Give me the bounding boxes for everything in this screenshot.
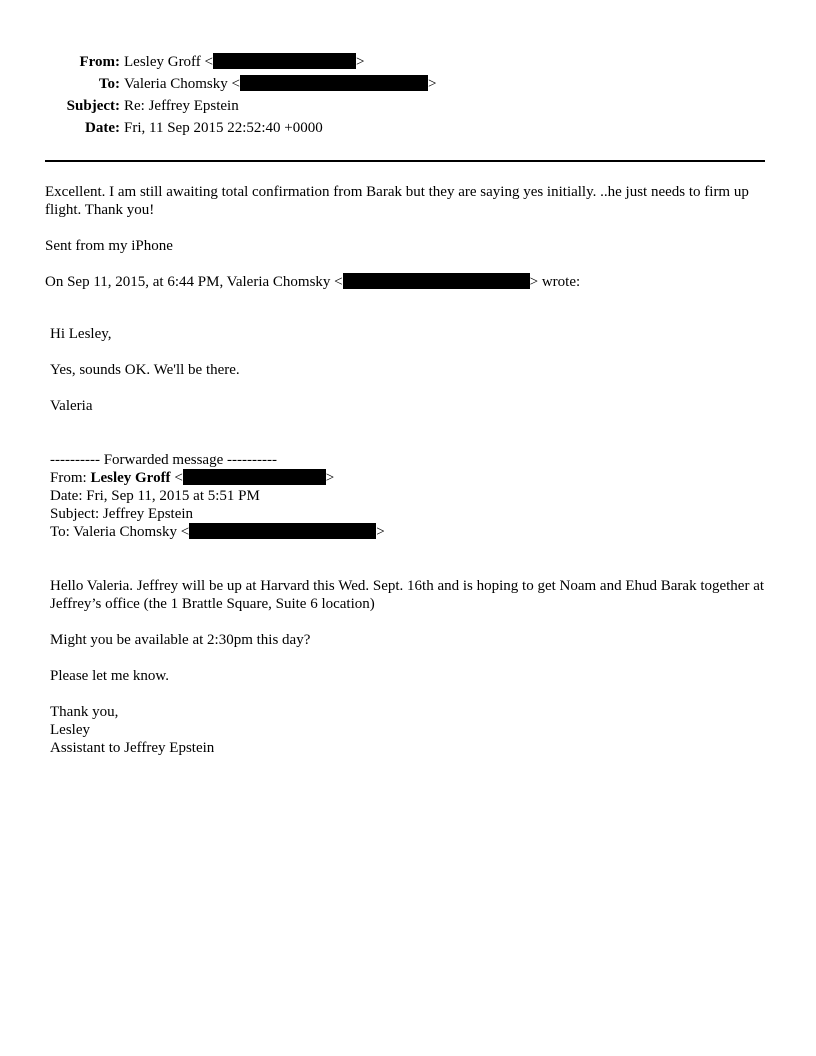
header-divider <box>45 160 765 162</box>
forwarded-question: Might you be available at 2:30pm this day? <box>50 632 311 648</box>
forwarded-to <box>50 523 765 541</box>
date-label: Date: <box>85 120 120 136</box>
date-row <box>0 119 816 141</box>
quoted-signoff: Valeria <box>50 398 93 414</box>
forwarded-marker: ---------- Forwarded message ---------- <box>50 452 277 468</box>
to-label: To: <box>98 76 120 92</box>
from-name: Lesley Groff < <box>124 54 213 70</box>
forwarded-date: Date: Fri, Sep 11, 2015 at 5:51 PM <box>50 488 260 504</box>
forwarded-from-close: > <box>325 470 335 486</box>
date-value: Fri, 11 Sep 2015 22:52:40 +0000 <box>124 120 323 136</box>
quoted-message <box>50 325 765 757</box>
from-label: From: <box>79 54 120 70</box>
forwarded-sender-name: Lesley <box>50 722 90 738</box>
subject-row <box>0 97 816 119</box>
quoted-body: Yes, sounds OK. We'll be there. <box>50 362 240 378</box>
quote-intro-end: > wrote: <box>529 274 581 290</box>
forwarded-thanks: Thank you, <box>50 704 119 720</box>
to-name: Valeria Chomsky < <box>124 76 240 92</box>
reply-body <box>45 183 765 291</box>
redacted-email-from <box>213 53 356 69</box>
forwarded-from-label: From: <box>50 470 91 486</box>
quote-intro <box>45 273 765 291</box>
redacted-email-fwd-from <box>183 469 326 485</box>
reply-text: Excellent. I am still awaiting total confirmation from Barak but they are saying yes initially. ..he just needs to firm up flight. Thank you! <box>45 184 749 218</box>
forwarded-request: Please let me know. <box>50 668 169 684</box>
subject-value: Re: Jeffrey Epstein <box>124 98 239 114</box>
from-value <box>124 53 364 75</box>
forwarded-from-name: Lesley Groff <box>90 470 171 486</box>
forwarded-from-open: < <box>170 470 183 486</box>
from-row <box>0 53 816 75</box>
from-close: > <box>356 54 365 70</box>
quote-intro-start: On Sep 11, 2015, at 6:44 PM, Valeria Chomsky < <box>45 274 343 290</box>
to-value <box>124 75 436 97</box>
quoted-greeting: Hi Lesley, <box>50 326 112 342</box>
forwarded-to-start: To: Valeria Chomsky < <box>50 524 190 540</box>
forwarded-subject: Subject: Jeffrey Epstein <box>50 506 194 522</box>
forwarded-from <box>50 469 765 487</box>
forwarded-body: Hello Valeria. Jeffrey will be up at Harvard this Wed. Sept. 16th and is hoping to get Noam and Ehud Barak together at Jeffrey’s office (the 1 Brattle Square, Suite 6 location) <box>50 578 765 612</box>
to-row <box>0 75 816 97</box>
forwarded-to-close: > <box>376 524 385 540</box>
to-close: > <box>427 76 437 92</box>
reply-signature: Sent from my iPhone <box>45 238 173 254</box>
email-header <box>0 53 816 141</box>
redacted-email-to <box>240 75 428 91</box>
redacted-email-fwd-to <box>189 523 376 539</box>
subject-label: Subject: <box>66 98 120 114</box>
redacted-email-quote <box>343 273 530 289</box>
forwarded-sender-title: Assistant to Jeffrey Epstein <box>50 740 215 756</box>
